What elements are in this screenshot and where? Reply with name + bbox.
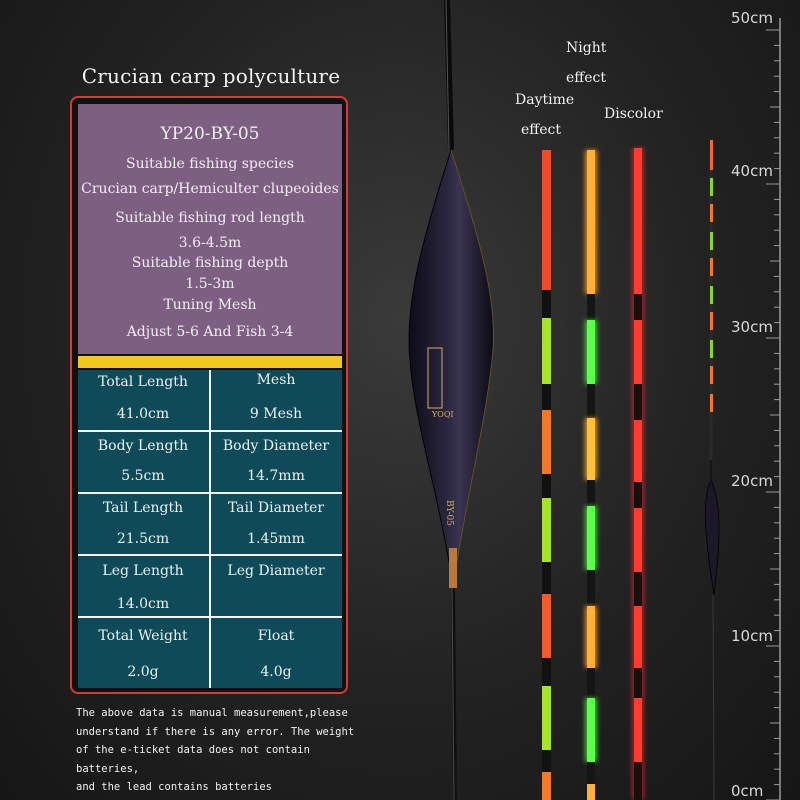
ruler-label-0: 0cm	[731, 782, 764, 800]
daytime-tip	[542, 150, 551, 800]
table-value: 1.45mm	[247, 531, 305, 547]
depth-heading: Suitable fishing depth	[131, 255, 289, 271]
depth-value: 1.5-3m	[185, 276, 235, 292]
table-label: Leg Length	[102, 563, 184, 579]
ruler-label-30: 30cm	[731, 318, 773, 336]
ruler-label-10: 10cm	[731, 627, 773, 645]
table-value: 4.0g	[260, 664, 292, 680]
table-label: Body Length	[97, 438, 189, 454]
table-row-divider	[78, 492, 342, 494]
model-number: YP20-BY-05	[160, 124, 260, 144]
species-value: Crucian carp/Hemiculter clupeoides	[81, 181, 339, 197]
discolor-tip	[632, 148, 644, 800]
table-label: Body Diameter	[222, 438, 330, 454]
night-label-2: effect	[566, 70, 606, 86]
spec-table	[78, 370, 342, 688]
float-model-mark: BY-05	[443, 500, 454, 526]
table-label: Tail Length	[102, 500, 184, 516]
table-label: Mesh	[256, 372, 296, 388]
note-line: The above data is manual measurement,please	[76, 707, 348, 719]
discolor-label: Discolor	[604, 106, 663, 122]
spec-section	[78, 104, 342, 354]
ruler	[766, 18, 780, 800]
table-label: Leg Diameter	[227, 563, 325, 579]
species-heading: Suitable fishing species	[126, 156, 294, 172]
note-line: understand if there is any error. The weight	[76, 725, 355, 738]
table-label: Float	[257, 628, 295, 644]
table-row-divider	[78, 430, 342, 432]
daytime-label: Daytime	[515, 92, 575, 108]
float-copper-band	[449, 548, 457, 588]
ruler-label-40: 40cm	[731, 162, 773, 180]
ruler-label-20: 20cm	[731, 472, 773, 490]
night-label: Night	[566, 40, 607, 56]
tuning-value: Adjust 5-6 And Fish 3-4	[126, 324, 294, 340]
table-value: 41.0cm	[116, 406, 170, 422]
yellow-divider	[78, 356, 342, 368]
table-label: Total Length	[98, 374, 188, 390]
table-row-divider	[78, 616, 342, 618]
table-value: 21.5cm	[116, 531, 170, 547]
spec-panel	[70, 96, 348, 694]
rod-heading: Suitable fishing rod length	[115, 210, 305, 226]
table-label: Total Weight	[98, 628, 188, 644]
rod-value: 3.6-4.5m	[178, 235, 242, 251]
note-line: and the lead contains batteries	[76, 781, 272, 793]
ruler-label-50: 50cm	[731, 9, 773, 27]
small-float	[705, 140, 719, 800]
table-value: 9 Mesh	[249, 406, 303, 422]
night-tip	[585, 150, 597, 800]
table-value: 2.0g	[127, 664, 159, 680]
tuning-heading: Tuning Mesh	[163, 297, 257, 313]
note-line: of the e-ticket data does not contain batteries,	[76, 744, 310, 775]
table-row-divider	[78, 554, 342, 556]
table-label: Tail Diameter	[227, 500, 325, 516]
page-title: Crucian carp polyculture	[81, 64, 341, 88]
float-brand-mark: YOQI	[432, 410, 454, 419]
table-value: 14.7mm	[247, 468, 305, 484]
daytime-label-2: effect	[521, 122, 561, 138]
table-value: 14.0cm	[116, 596, 170, 612]
table-value: 5.5cm	[121, 468, 165, 484]
disclaimer-note	[76, 704, 376, 797]
